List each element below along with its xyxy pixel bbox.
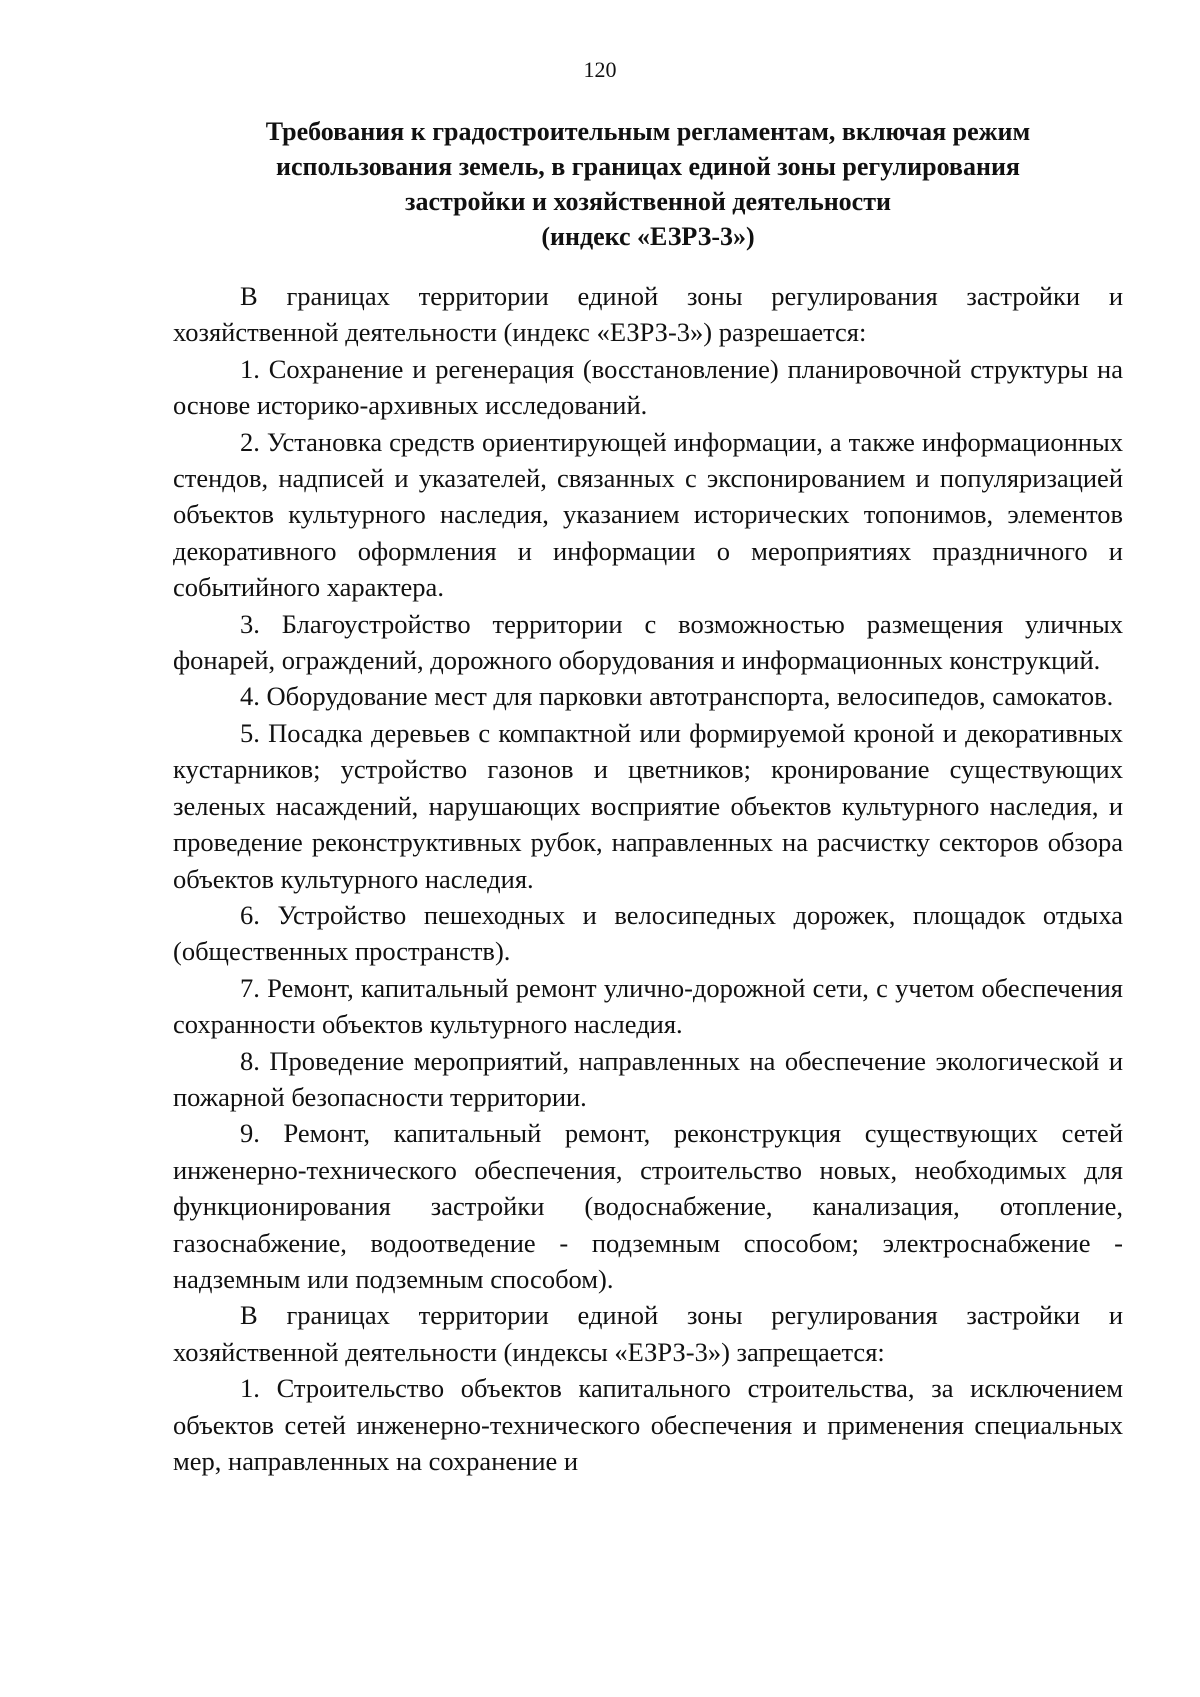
title-line: использования земель, в границах единой зоны регулирования [275, 152, 1020, 181]
permitted-item-5: 5. Посадка деревьев с компактной или формируемой кроной и декоративных кустарников; устройство газонов и цветников; кронирование существующих зеленых насаждений, нарушающих восприятие объектов культурного наследия, и проведение реконструктивных рубок, направленных на расчистку секторов обзора объектов культурного наследия. [173, 717, 1123, 894]
permitted-item-7: 7. Ремонт, капитальный ремонт улично-дорожной сети, с учетом обеспечения сохранности объектов культурного наследия. [173, 972, 1123, 1040]
title-line: (индекс «ЕЗРЗ-3») [541, 222, 755, 251]
permitted-item-1: 1. Сохранение и регенерация (восстановление) планировочной структуры на основе историко-архивных исследований. [173, 353, 1123, 421]
permitted-item-2: 2. Установка средств ориентирующей информации, а также информационных стендов, надписей и указателей, связанных с экспонированием и популяризацией объектов культурного наследия, указанием исторических топонимов, элементов декоративного оформления и информации о мероприятиях праздничного и событийного характера. [173, 426, 1123, 603]
permitted-item-9: 9. Ремонт, капитальный ремонт, реконструкция существующих сетей инженерно-технического обеспечения, строительство новых, необходимых для функционирования застройки (водоснабжение, канализация, отопление, газоснабжение, водоотведение - подземным способом; электроснабжение - надземным или подземным способом). [173, 1118, 1123, 1294]
document-body [173, 278, 1123, 1479]
prohibited-item-1: 1. Строительство объектов капитального строительства, за исключением объектов сетей инженерно-технического обеспечения и применения специальных мер, направленных на сохранение и [173, 1373, 1123, 1476]
permitted-item-4: 4. Оборудование мест для парковки автотранспорта, велосипедов, самокатов. [240, 681, 1114, 712]
permitted-item-3: 3. Благоустройство территории с возможностью размещения уличных фонарей, ограждений, дорожного оборудования и информационных конструкций. [173, 608, 1123, 676]
permitted-item-8: 8. Проведение мероприятий, направленных на обеспечение экологической и пожарной безопасности территории. [173, 1045, 1123, 1112]
page-number: 120 [583, 57, 617, 82]
title-line: Требования к градостроительным регламентам, включая режим [265, 117, 1031, 146]
title-line: застройки и хозяйственной деятельности [405, 187, 891, 216]
intro-permitted-paragraph: В границах территории единой зоны регулирования застройки и хозяйственной деятельности (индекс «ЕЗРЗ-3») разрешается: [173, 281, 1123, 348]
document-title [173, 114, 1123, 254]
permitted-item-6: 6. Устройство пешеходных и велосипедных дорожек, площадок отдыха (общественных пространств). [173, 899, 1123, 967]
intro-prohibited-paragraph: В границах территории единой зоны регулирования застройки и хозяйственной деятельности (индексы «ЕЗРЗ-3») запрещается: [173, 1300, 1123, 1367]
